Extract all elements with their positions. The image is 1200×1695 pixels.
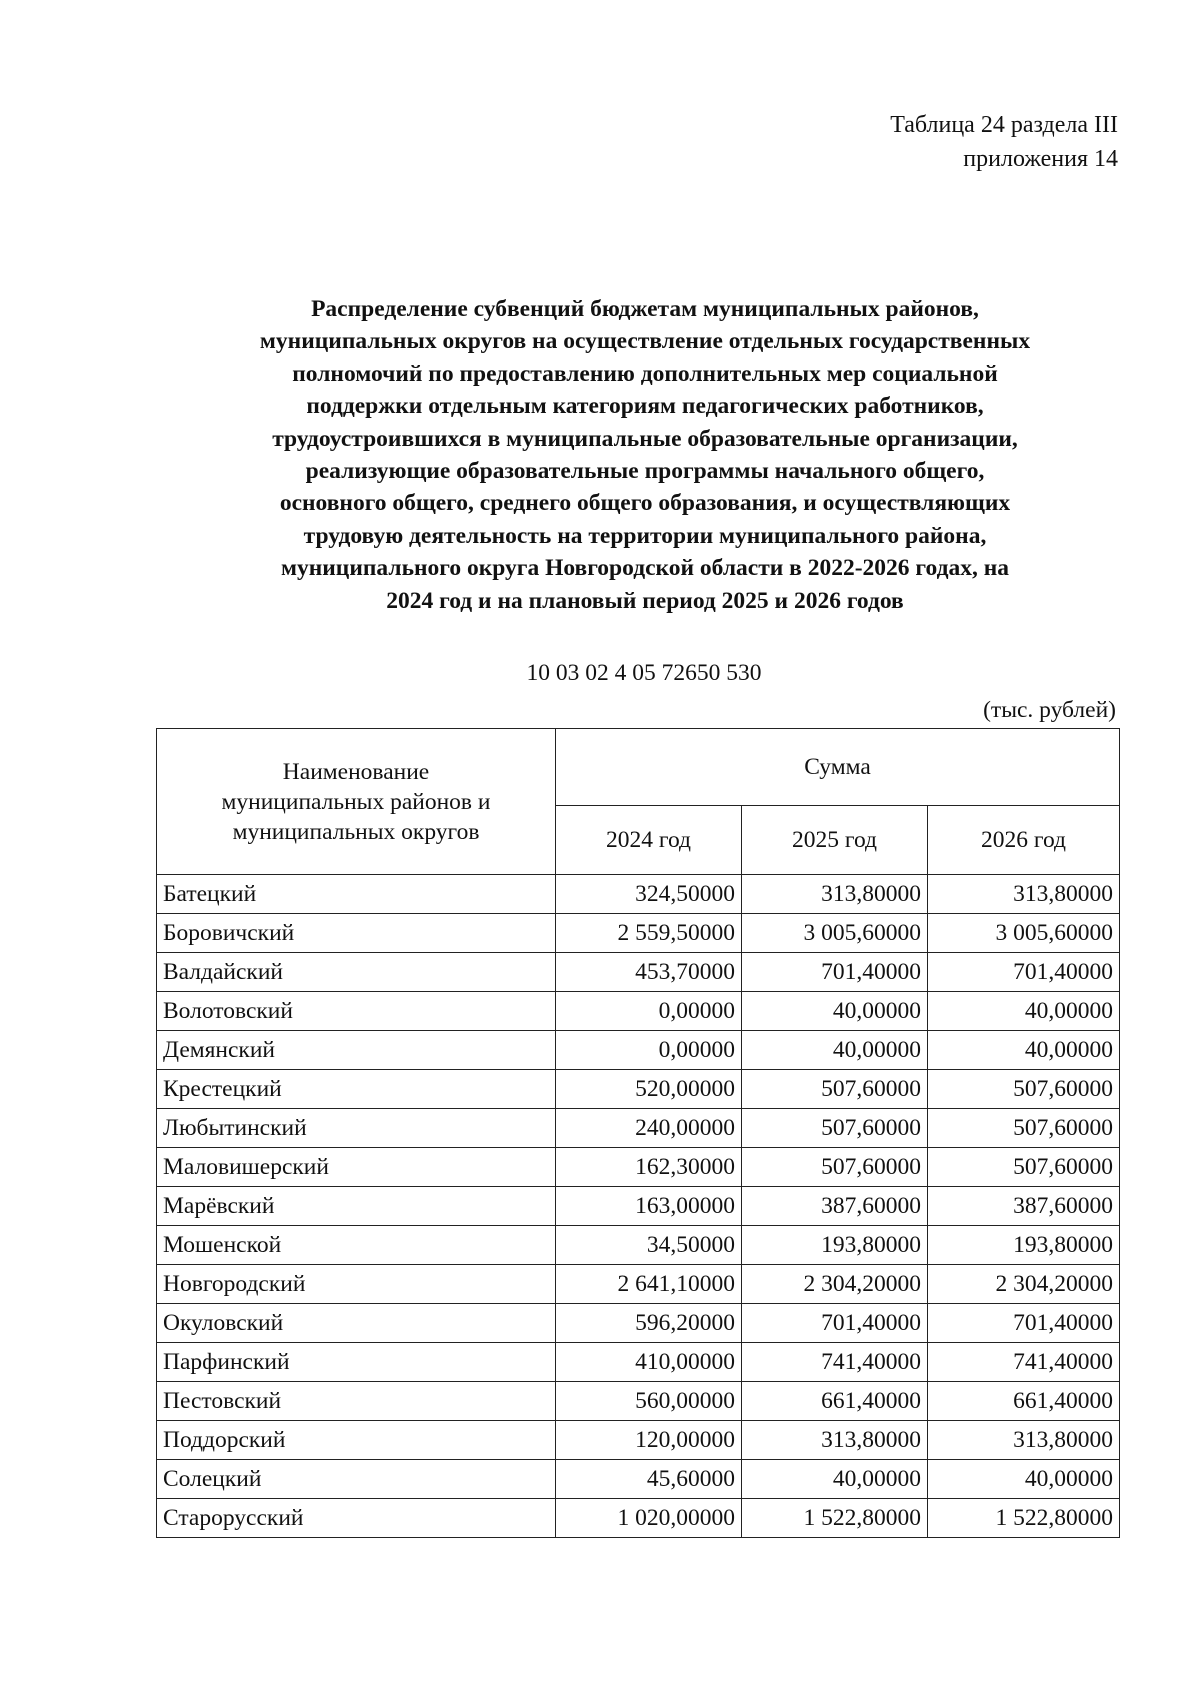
row-value-2024: 596,20000 (556, 1304, 742, 1343)
row-value-2025: 40,00000 (742, 1031, 928, 1070)
table-row (157, 1109, 1120, 1148)
row-value-2025: 387,60000 (742, 1187, 928, 1226)
row-value-2026: 387,60000 (928, 1187, 1120, 1226)
row-value-2026: 701,40000 (928, 953, 1120, 992)
table-row (157, 1460, 1120, 1499)
row-value-2024: 34,50000 (556, 1226, 742, 1265)
row-value-2024: 324,50000 (556, 875, 742, 914)
column-header-2026: 2026 год (928, 806, 1120, 875)
row-value-2024: 2 641,10000 (556, 1265, 742, 1304)
row-value-2024: 453,70000 (556, 953, 742, 992)
title-line: полномочий по предоставлению дополнительных мер социальной (292, 360, 998, 387)
table-row (157, 1304, 1120, 1343)
row-name-cell: Солецкий (157, 1460, 556, 1499)
title-line: реализующие образовательные программы начального общего, (305, 458, 985, 485)
name-header-line: муниципальных районов и (221, 788, 491, 815)
row-name-cell: Новгородский (157, 1265, 556, 1304)
table-row (157, 953, 1120, 992)
row-name-cell: Старорусский (157, 1499, 556, 1538)
reference-line-appendix: приложения 14 (963, 146, 1118, 172)
name-header-line: Наименование (282, 758, 430, 785)
row-value-2026: 507,60000 (928, 1148, 1120, 1187)
table-row (157, 1031, 1120, 1070)
row-value-2025: 507,60000 (742, 1070, 928, 1109)
document-title (160, 293, 1130, 617)
row-value-2025: 1 522,80000 (742, 1499, 928, 1538)
row-value-2025: 2 304,20000 (742, 1265, 928, 1304)
table-row (157, 1265, 1120, 1304)
row-value-2026: 193,80000 (928, 1226, 1120, 1265)
row-value-2026: 507,60000 (928, 1070, 1120, 1109)
subvention-table (156, 728, 1120, 1538)
table-row (157, 1070, 1120, 1109)
row-name-cell: Крестецкий (157, 1070, 556, 1109)
row-value-2025: 661,40000 (742, 1382, 928, 1421)
row-name-cell: Поддорский (157, 1421, 556, 1460)
units-label: (тыс. рублей) (983, 697, 1116, 723)
reference-line-table: Таблица 24 раздела III (890, 112, 1118, 138)
row-value-2026: 40,00000 (928, 1460, 1120, 1499)
row-value-2026: 507,60000 (928, 1109, 1120, 1148)
row-value-2024: 45,60000 (556, 1460, 742, 1499)
title-line: поддержки отдельным категориям педагогических работников, (306, 393, 984, 420)
row-value-2024: 560,00000 (556, 1382, 742, 1421)
table-header-row (157, 729, 1120, 806)
title-line: муниципальных округов на осуществление отдельных государственных (259, 328, 1031, 355)
row-value-2025: 313,80000 (742, 1421, 928, 1460)
row-value-2025: 313,80000 (742, 875, 928, 914)
title-line: Распределение субвенций бюджетам муниципальных районов, (311, 296, 979, 322)
row-value-2026: 40,00000 (928, 1031, 1120, 1070)
row-name-cell: Парфинский (157, 1343, 556, 1382)
row-value-2024: 410,00000 (556, 1343, 742, 1382)
title-line: трудовую деятельность на территории муниципального района, (303, 522, 987, 549)
row-value-2024: 520,00000 (556, 1070, 742, 1109)
row-name-cell: Любытинский (157, 1109, 556, 1148)
row-name-cell: Демянский (157, 1031, 556, 1070)
row-value-2025: 40,00000 (742, 1460, 928, 1499)
column-header-sum: Сумма (556, 729, 1120, 806)
table-body (157, 875, 1120, 1538)
table-row (157, 1148, 1120, 1187)
row-value-2025: 701,40000 (742, 1304, 928, 1343)
table-row (157, 914, 1120, 953)
row-value-2024: 0,00000 (556, 992, 742, 1031)
row-value-2024: 0,00000 (556, 1031, 742, 1070)
row-value-2024: 120,00000 (556, 1421, 742, 1460)
row-value-2026: 701,40000 (928, 1304, 1120, 1343)
title-line: 2024 год и на плановый период 2025 и 2026 годов (386, 587, 904, 614)
table-row (157, 1382, 1120, 1421)
row-value-2025: 701,40000 (742, 953, 928, 992)
column-header-2025: 2025 год (742, 806, 928, 875)
row-value-2024: 2 559,50000 (556, 914, 742, 953)
title-line: муниципального округа Новгородской области в 2022-2026 годах, на (280, 555, 1010, 582)
row-value-2026: 1 522,80000 (928, 1499, 1120, 1538)
row-name-cell: Окуловский (157, 1304, 556, 1343)
table-row (157, 1421, 1120, 1460)
row-value-2024: 162,30000 (556, 1148, 742, 1187)
row-name-cell: Маловишерский (157, 1148, 556, 1187)
row-value-2026: 661,40000 (928, 1382, 1120, 1421)
row-name-cell: Мошенской (157, 1226, 556, 1265)
row-value-2025: 741,40000 (742, 1343, 928, 1382)
table-row (157, 875, 1120, 914)
column-header-2024: 2024 год (556, 806, 742, 875)
row-value-2026: 313,80000 (928, 1421, 1120, 1460)
row-value-2026: 2 304,20000 (928, 1265, 1120, 1304)
row-value-2026: 40,00000 (928, 992, 1120, 1031)
table-row (157, 1343, 1120, 1382)
row-value-2026: 741,40000 (928, 1343, 1120, 1382)
row-value-2025: 507,60000 (742, 1148, 928, 1187)
row-name-cell: Марёвский (157, 1187, 556, 1226)
table-row (157, 1226, 1120, 1265)
row-value-2025: 507,60000 (742, 1109, 928, 1148)
row-name-cell: Волотовский (157, 992, 556, 1031)
row-name-cell: Батецкий (157, 875, 556, 914)
row-value-2026: 313,80000 (928, 875, 1120, 914)
row-value-2024: 163,00000 (556, 1187, 742, 1226)
title-line: основного общего, среднего общего образования, и осуществляющих (279, 490, 1011, 517)
row-value-2025: 40,00000 (742, 992, 928, 1031)
table-row (157, 992, 1120, 1031)
table-row (157, 1499, 1120, 1538)
row-value-2024: 1 020,00000 (556, 1499, 742, 1538)
table-row (157, 1187, 1120, 1226)
row-value-2025: 193,80000 (742, 1226, 928, 1265)
row-name-cell: Валдайский (157, 953, 556, 992)
row-value-2024: 240,00000 (556, 1109, 742, 1148)
column-header-name (157, 729, 556, 875)
title-line: трудоустроившихся в муниципальные образовательные организации, (272, 425, 1018, 452)
row-value-2025: 3 005,60000 (742, 914, 928, 953)
row-value-2026: 3 005,60000 (928, 914, 1120, 953)
name-header-line: муниципальных округов (232, 818, 480, 845)
row-name-cell: Пестовский (157, 1382, 556, 1421)
row-name-cell: Боровичский (157, 914, 556, 953)
budget-code: 10 03 02 4 05 72650 530 (526, 660, 762, 686)
table-reference (718, 108, 1118, 176)
